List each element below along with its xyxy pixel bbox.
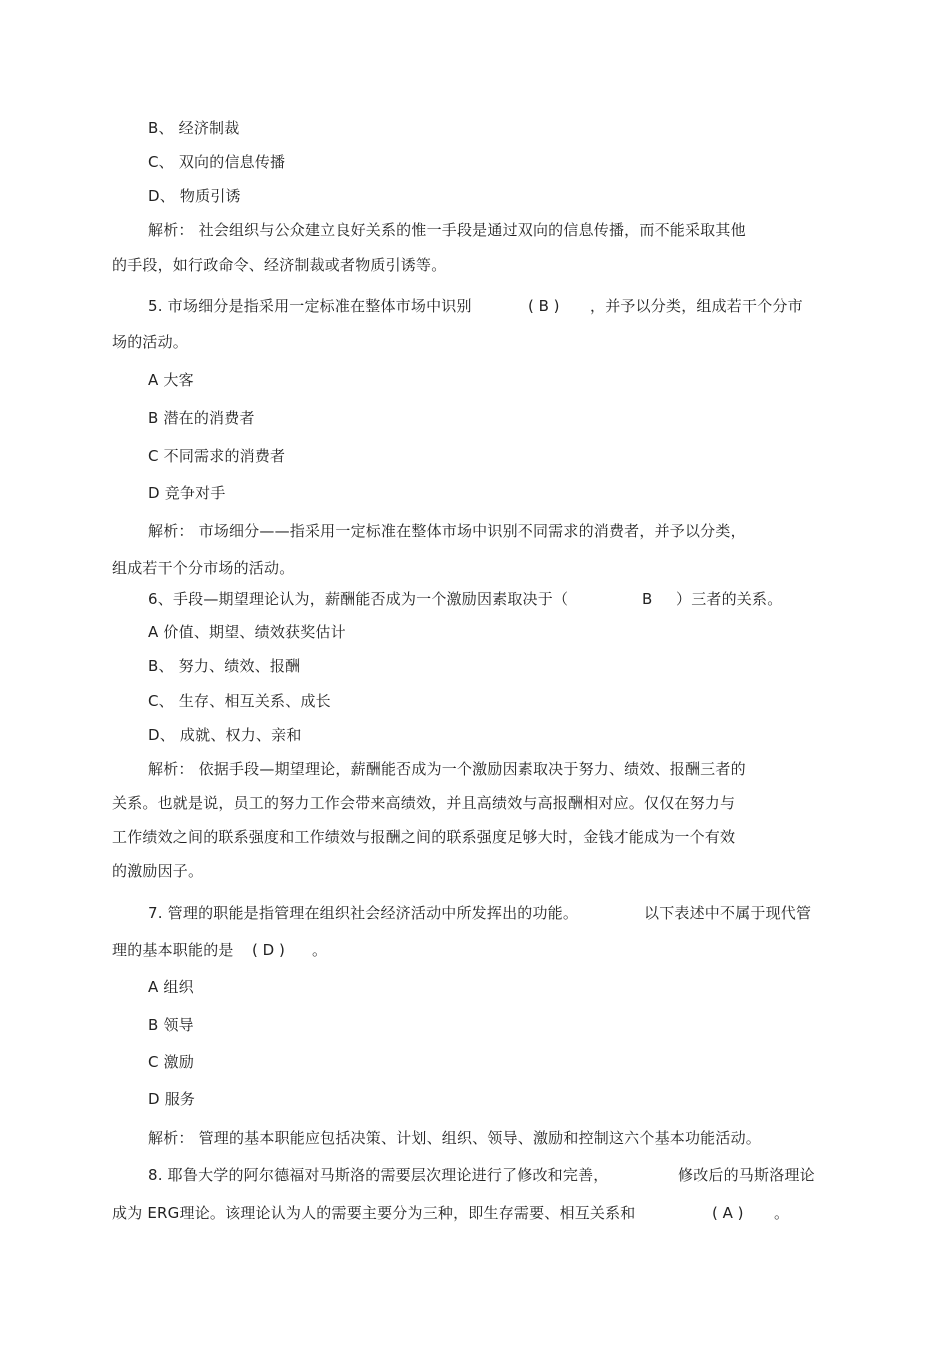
q5-answer: ( B ): [528, 297, 560, 315]
q6-answer: B: [642, 590, 653, 608]
q4-analysis-line-1: 解析： 社会组织与公众建立良好关系的惟一手段是通过双向的信息传播，而不能采取其他: [148, 221, 746, 239]
q5-option-d: D 竞争对手: [148, 484, 226, 502]
q8-answer: ( A ): [712, 1204, 744, 1222]
q5-option-b: B 潜在的消费者: [148, 409, 255, 427]
q4-analysis-line-2: 的手段，如行政命令、经济制裁或者物质引诱等。: [112, 256, 447, 274]
q6-option-b: B、 努力、绩效、报酬: [148, 657, 301, 675]
q7-stem-end: 。: [312, 941, 328, 959]
q5-option-c: C 不同需求的消费者: [148, 447, 286, 465]
q7-option-c: C 激励: [148, 1053, 195, 1071]
q6-analysis-line-1: 解析： 依据手段—期望理论，薪酬能否成为一个激励因素取决于努力、绩效、报酬三者的: [148, 760, 746, 778]
q7-option-b: B 领导: [148, 1016, 194, 1034]
q5-stem-part-1: 5. 市场细分是指采用一定标准在整体市场中识别: [148, 297, 472, 315]
q5-stem-line-2: 场的活动。: [112, 333, 189, 351]
q6-analysis-line-3: 工作绩效之间的联系强度和工作绩效与报酬之间的联系强度足够大时，金钱才能成为一个有效: [112, 828, 736, 846]
q7-option-a: A 组织: [148, 978, 194, 996]
q8-stem-line-2: 成为 ERG理论。该理论认为人的需要主要分为三种，即生存需要、相互关系和: [112, 1204, 636, 1222]
q6-stem-part-1: 6、手段—期望理论认为，薪酬能否成为一个激励因素取决于（: [148, 590, 569, 608]
q6-analysis-line-4: 的激励因子。: [112, 862, 204, 880]
q6-option-c: C、 生存、相互关系、成长: [148, 692, 331, 710]
q4-option-c: C、 双向的信息传播: [148, 153, 286, 171]
q4-option-d: D、 物质引诱: [148, 187, 241, 205]
q5-analysis-line-1: 解析： 市场细分——指采用一定标准在整体市场中识别不同需求的消费者，并予以分类，: [148, 522, 746, 540]
q8-stem-part-1: 8. 耶鲁大学的阿尔德福对马斯洛的需要层次理论进行了修改和完善，: [148, 1166, 609, 1184]
q5-stem-part-2: ，并予以分类，组成若干个分市: [590, 297, 803, 315]
q6-option-a: A 价值、期望、绩效获奖估计: [148, 623, 346, 641]
q8-stem-part-2: 修改后的马斯洛理论: [678, 1166, 815, 1184]
q6-analysis-line-2: 关系。也就是说，员工的努力工作会带来高绩效，并且高绩效与高报酬相对应。仅仅在努力与: [112, 794, 736, 812]
q7-stem-part-1: 7. 管理的职能是指管理在组织社会经济活动中所发挥出的功能。: [148, 904, 579, 922]
q5-option-a: A 大客: [148, 371, 194, 389]
q7-answer: ( D ): [252, 941, 285, 959]
q4-option-b: B、 经济制裁: [148, 119, 240, 137]
q7-option-d: D 服务: [148, 1090, 196, 1108]
q7-analysis: 解析： 管理的基本职能应包括决策、计划、组织、领导、激励和控制这六个基本功能活动。: [148, 1129, 761, 1147]
q7-stem-line-2: 理的基本职能的是: [112, 941, 234, 959]
q6-stem-part-2: ）三者的关系。: [676, 590, 783, 608]
q7-stem-part-2: 以下表述中不属于现代管: [644, 904, 812, 922]
q8-stem-end: 。: [774, 1204, 790, 1222]
q6-option-d: D、 成就、权力、亲和: [148, 726, 302, 744]
q5-analysis-line-2: 组成若干个分市场的活动。: [112, 559, 295, 577]
